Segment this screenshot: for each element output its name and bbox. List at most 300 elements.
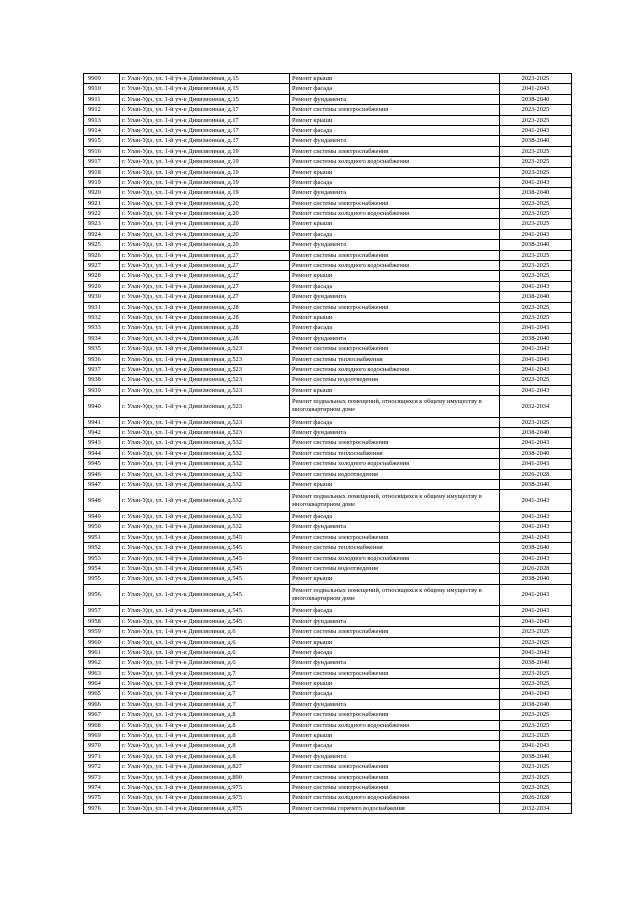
- cell-row-number: 9945: [84, 459, 120, 469]
- cell-period: 2023-2025: [500, 74, 572, 84]
- cell-work-type: Ремонт фундамента: [290, 240, 500, 250]
- cell-period: 2023-2025: [500, 627, 572, 637]
- cell-row-number: 9949: [84, 512, 120, 522]
- table-row: [84, 751, 572, 761]
- cell-period: 2041-2043: [500, 229, 572, 239]
- cell-period: 2041-2043: [500, 490, 572, 512]
- cell-work-type: Ремонт системы теплоснабжения: [290, 448, 500, 458]
- cell-period: 2023-2025: [500, 250, 572, 260]
- cell-period: 2032-2034: [500, 396, 572, 418]
- cell-work-type: Ремонт фундамента: [290, 136, 500, 146]
- table-row: [84, 354, 572, 364]
- cell-work-type: Ремонт фасада: [290, 84, 500, 94]
- cell-work-type: Ремонт фундамента: [290, 94, 500, 104]
- cell-address: г. Улан-Удэ, ул. 1-й уч-к Дивизионная, д.8: [120, 741, 290, 751]
- cell-work-type: Ремонт крыши: [290, 312, 500, 322]
- cell-row-number: 9913: [84, 115, 120, 125]
- cell-period: 2041-2043: [500, 512, 572, 522]
- cell-row-number: 9942: [84, 428, 120, 438]
- cell-row-number: 9964: [84, 679, 120, 689]
- cell-row-number: 9948: [84, 490, 120, 512]
- cell-row-number: 9918: [84, 167, 120, 177]
- table-row: [84, 292, 572, 302]
- cell-work-type: Ремонт фасада: [290, 323, 500, 333]
- cell-row-number: 9946: [84, 469, 120, 479]
- cell-row-number: 9928: [84, 271, 120, 281]
- cell-row-number: 9957: [84, 606, 120, 616]
- table-row: [84, 84, 572, 94]
- cell-work-type: Ремонт системы водоотведения: [290, 469, 500, 479]
- cell-work-type: Ремонт системы холодного водоснабжения: [290, 553, 500, 563]
- table-row: [84, 229, 572, 239]
- cell-work-type: Ремонт системы электроснабжения: [290, 438, 500, 448]
- cell-period: 2023-2025: [500, 668, 572, 678]
- cell-period: 2023-2025: [500, 198, 572, 208]
- cell-work-type: Ремонт системы электроснабжения: [290, 198, 500, 208]
- cell-address: г. Улан-Удэ, ул. 1-й уч-к Дивизионная, д.532: [120, 522, 290, 532]
- table-row: [84, 793, 572, 803]
- cell-row-number: 9929: [84, 281, 120, 291]
- cell-row-number: 9932: [84, 312, 120, 322]
- table-row: [84, 136, 572, 146]
- cell-work-type: Ремонт фасада: [290, 689, 500, 699]
- table-row: [84, 198, 572, 208]
- cell-address: г. Улан-Удэ, ул. 1-й уч-к Дивизионная, д.7: [120, 668, 290, 678]
- cell-work-type: Ремонт системы электроснабжения: [290, 783, 500, 793]
- cell-work-type: Ремонт системы электроснабжения: [290, 146, 500, 156]
- cell-row-number: 9936: [84, 354, 120, 364]
- cell-address: г. Улан-Удэ, ул. 1-й уч-к Дивизионная, д.28: [120, 333, 290, 343]
- table-row: [84, 584, 572, 606]
- table-row: [84, 543, 572, 553]
- cell-work-type: Ремонт крыши: [290, 574, 500, 584]
- cell-address: г. Улан-Удэ, ул. 1-й уч-к Дивизионная, д.890: [120, 772, 290, 782]
- cell-period: 2041-2043: [500, 741, 572, 751]
- cell-period: 2026-2028: [500, 469, 572, 479]
- cell-work-type: Ремонт системы холодного водоснабжения: [290, 459, 500, 469]
- cell-period: 2023-2025: [500, 772, 572, 782]
- cell-period: 2038-2040: [500, 448, 572, 458]
- cell-address: г. Улан-Удэ, ул. 1-й уч-к Дивизионная, д.17: [120, 105, 290, 115]
- table-row: [84, 710, 572, 720]
- cell-period: 2038-2040: [500, 699, 572, 709]
- cell-work-type: Ремонт системы электроснабжения: [290, 627, 500, 637]
- cell-row-number: 9933: [84, 323, 120, 333]
- cell-work-type: Ремонт системы холодного водоснабжения: [290, 720, 500, 730]
- cell-period: 2038-2040: [500, 658, 572, 668]
- table-row: [84, 94, 572, 104]
- cell-address: г. Улан-Удэ, ул. 1-й уч-к Дивизионная, д.20: [120, 198, 290, 208]
- cell-period: 2038-2040: [500, 94, 572, 104]
- table-row: [84, 627, 572, 637]
- cell-row-number: 9915: [84, 136, 120, 146]
- table-row: [84, 469, 572, 479]
- cell-row-number: 9961: [84, 647, 120, 657]
- cell-row-number: 9967: [84, 710, 120, 720]
- cell-work-type: Ремонт системы электроснабжения: [290, 772, 500, 782]
- cell-period: 2023-2025: [500, 720, 572, 730]
- cell-work-type: Ремонт фасада: [290, 417, 500, 427]
- cell-period: 2023-2025: [500, 312, 572, 322]
- cell-work-type: Ремонт фасада: [290, 229, 500, 239]
- cell-work-type: Ремонт фундамента: [290, 658, 500, 668]
- cell-period: 2041-2043: [500, 532, 572, 542]
- table-row: [84, 344, 572, 354]
- cell-work-type: Ремонт фасада: [290, 741, 500, 751]
- cell-address: г. Улан-Удэ, ул. 1-й уч-к Дивизионная, д.523: [120, 385, 290, 395]
- cell-row-number: 9947: [84, 480, 120, 490]
- cell-address: г. Улан-Удэ, ул. 1-й уч-к Дивизионная, д.532: [120, 459, 290, 469]
- table-row: [84, 679, 572, 689]
- cell-period: 2023-2025: [500, 219, 572, 229]
- table-row: [84, 396, 572, 418]
- cell-period: 2032-2034: [500, 803, 572, 813]
- cell-row-number: 9965: [84, 689, 120, 699]
- table-row: [84, 731, 572, 741]
- cell-work-type: Ремонт фундамента: [290, 522, 500, 532]
- table-row: [84, 240, 572, 250]
- table-row: [84, 689, 572, 699]
- cell-work-type: Ремонт системы холодного водоснабжения: [290, 793, 500, 803]
- document-page: [83, 73, 571, 814]
- cell-period: 2023-2025: [500, 762, 572, 772]
- cell-work-type: Ремонт фасада: [290, 606, 500, 616]
- cell-row-number: 9931: [84, 302, 120, 312]
- cell-period: 2041-2043: [500, 584, 572, 606]
- cell-period: 2023-2025: [500, 783, 572, 793]
- cell-address: г. Улан-Удэ, ул. 1-й уч-к Дивизионная, д.545: [120, 574, 290, 584]
- cell-period: 2023-2025: [500, 209, 572, 219]
- table-row: [84, 333, 572, 343]
- cell-row-number: 9970: [84, 741, 120, 751]
- cell-address: г. Улан-Удэ, ул. 1-й уч-к Дивизионная, д.28: [120, 312, 290, 322]
- cell-address: г. Улан-Удэ, ул. 1-й уч-к Дивизионная, д.19: [120, 188, 290, 198]
- cell-address: г. Улан-Удэ, ул. 1-й уч-к Дивизионная, д.532: [120, 512, 290, 522]
- table-row: [84, 490, 572, 512]
- cell-address: г. Улан-Удэ, ул. 1-й уч-к Дивизионная, д.532: [120, 448, 290, 458]
- cell-row-number: 9924: [84, 229, 120, 239]
- cell-work-type: Ремонт подвальных помещений, относящихся к общему имуществу в многоквартирном доме: [290, 396, 500, 418]
- cell-row-number: 9910: [84, 84, 120, 94]
- cell-row-number: 9954: [84, 563, 120, 573]
- cell-row-number: 9955: [84, 574, 120, 584]
- cell-work-type: Ремонт крыши: [290, 271, 500, 281]
- table-row: [84, 668, 572, 678]
- cell-period: 2041-2043: [500, 689, 572, 699]
- cell-work-type: Ремонт фундамента: [290, 616, 500, 626]
- cell-period: 2038-2040: [500, 543, 572, 553]
- cell-address: г. Улан-Удэ, ул. 1-й уч-к Дивизионная, д.15: [120, 94, 290, 104]
- cell-address: г. Улан-Удэ, ул. 1-й уч-к Дивизионная, д.8: [120, 720, 290, 730]
- cell-work-type: Ремонт крыши: [290, 385, 500, 395]
- cell-period: 2041-2043: [500, 323, 572, 333]
- cell-address: г. Улан-Удэ, ул. 1-й уч-к Дивизионная, д.523: [120, 428, 290, 438]
- cell-address: г. Улан-Удэ, ул. 1-й уч-к Дивизионная, д.523: [120, 364, 290, 374]
- cell-row-number: 9914: [84, 125, 120, 135]
- cell-work-type: Ремонт системы холодного водоснабжения: [290, 261, 500, 271]
- table-row: [84, 219, 572, 229]
- cell-address: г. Улан-Удэ, ул. 1-й уч-к Дивизионная, д.6: [120, 627, 290, 637]
- cell-work-type: Ремонт фундамента: [290, 751, 500, 761]
- table-row: [84, 312, 572, 322]
- table-row: [84, 606, 572, 616]
- cell-work-type: Ремонт подвальных помещений, относящихся к общему имуществу в многоквартирном доме: [290, 490, 500, 512]
- table-row: [84, 177, 572, 187]
- cell-address: г. Улан-Удэ, ул. 1-й уч-к Дивизионная, д.7: [120, 679, 290, 689]
- cell-period: 2023-2025: [500, 637, 572, 647]
- cell-row-number: 9917: [84, 157, 120, 167]
- cell-row-number: 9951: [84, 532, 120, 542]
- cell-period: 2026-2028: [500, 563, 572, 573]
- cell-address: г. Улан-Удэ, ул. 1-й уч-к Дивизионная, д.15: [120, 74, 290, 84]
- cell-work-type: Ремонт системы электроснабжения: [290, 762, 500, 772]
- cell-address: г. Улан-Удэ, ул. 1-й уч-к Дивизионная, д.17: [120, 136, 290, 146]
- table-row: [84, 385, 572, 395]
- cell-work-type: Ремонт системы теплоснабжения: [290, 543, 500, 553]
- cell-period: 2023-2025: [500, 157, 572, 167]
- cell-work-type: Ремонт крыши: [290, 731, 500, 741]
- cell-period: 2041-2043: [500, 438, 572, 448]
- cell-work-type: Ремонт системы электроснабжения: [290, 344, 500, 354]
- cell-address: г. Улан-Удэ, ул. 1-й уч-к Дивизионная, д.15: [120, 84, 290, 94]
- table-row: [84, 167, 572, 177]
- cell-period: 2023-2025: [500, 146, 572, 156]
- cell-address: г. Улан-Удэ, ул. 1-й уч-к Дивизионная, д.545: [120, 553, 290, 563]
- cell-work-type: Ремонт системы водоотведения: [290, 375, 500, 385]
- cell-period: 2041-2043: [500, 647, 572, 657]
- cell-work-type: Ремонт системы холодного водоснабжения: [290, 364, 500, 374]
- cell-work-type: Ремонт системы теплоснабжения: [290, 354, 500, 364]
- cell-address: г. Улан-Удэ, ул. 1-й уч-к Дивизионная, д.20: [120, 229, 290, 239]
- cell-period: 2041-2043: [500, 522, 572, 532]
- cell-address: г. Улан-Удэ, ул. 1-й уч-к Дивизионная, д.17: [120, 115, 290, 125]
- cell-period: 2023-2025: [500, 261, 572, 271]
- table-row: [84, 105, 572, 115]
- cell-address: г. Улан-Удэ, ул. 1-й уч-к Дивизионная, д.532: [120, 490, 290, 512]
- cell-row-number: 9916: [84, 146, 120, 156]
- cell-address: г. Улан-Удэ, ул. 1-й уч-к Дивизионная, д.532: [120, 438, 290, 448]
- table-row: [84, 74, 572, 84]
- table-row: [84, 428, 572, 438]
- cell-address: г. Улан-Удэ, ул. 1-й уч-к Дивизионная, д.27: [120, 250, 290, 260]
- cell-row-number: 9944: [84, 448, 120, 458]
- cell-address: г. Улан-Удэ, ул. 1-й уч-к Дивизионная, д.19: [120, 146, 290, 156]
- cell-work-type: Ремонт системы электроснабжения: [290, 105, 500, 115]
- cell-row-number: 9923: [84, 219, 120, 229]
- cell-row-number: 9968: [84, 720, 120, 730]
- cell-address: г. Улан-Удэ, ул. 1-й уч-к Дивизионная, д.27: [120, 281, 290, 291]
- cell-address: г. Улан-Удэ, ул. 1-й уч-к Дивизионная, д.523: [120, 354, 290, 364]
- cell-row-number: 9969: [84, 731, 120, 741]
- cell-period: 2038-2040: [500, 240, 572, 250]
- table-row: [84, 574, 572, 584]
- table-row: [84, 188, 572, 198]
- cell-row-number: 9973: [84, 772, 120, 782]
- cell-period: 2038-2040: [500, 333, 572, 343]
- cell-address: г. Улан-Удэ, ул. 1-й уч-к Дивизионная, д.532: [120, 480, 290, 490]
- table-row: [84, 803, 572, 813]
- cell-period: 2041-2043: [500, 354, 572, 364]
- cell-row-number: 9922: [84, 209, 120, 219]
- table-row: [84, 323, 572, 333]
- cell-address: г. Улан-Удэ, ул. 1-й уч-к Дивизионная, д.19: [120, 157, 290, 167]
- table-row: [84, 532, 572, 542]
- table-row: [84, 261, 572, 271]
- cell-row-number: 9956: [84, 584, 120, 606]
- cell-work-type: Ремонт фасада: [290, 125, 500, 135]
- table-row: [84, 741, 572, 751]
- cell-work-type: Ремонт фасада: [290, 177, 500, 187]
- cell-period: 2038-2040: [500, 292, 572, 302]
- cell-work-type: Ремонт системы электроснабжения: [290, 532, 500, 542]
- cell-period: 2041-2043: [500, 344, 572, 354]
- cell-period: 2038-2040: [500, 188, 572, 198]
- table-row: [84, 250, 572, 260]
- cell-row-number: 9943: [84, 438, 120, 448]
- cell-work-type: Ремонт системы электроснабжения: [290, 710, 500, 720]
- cell-row-number: 9927: [84, 261, 120, 271]
- cell-row-number: 9963: [84, 668, 120, 678]
- cell-row-number: 9925: [84, 240, 120, 250]
- table-row: [84, 364, 572, 374]
- cell-row-number: 9909: [84, 74, 120, 84]
- cell-work-type: Ремонт крыши: [290, 167, 500, 177]
- cell-period: 2041-2043: [500, 459, 572, 469]
- cell-address: г. Улан-Удэ, ул. 1-й уч-к Дивизионная, д.20: [120, 240, 290, 250]
- table-row: [84, 553, 572, 563]
- cell-work-type: Ремонт системы холодного водоснабжения: [290, 157, 500, 167]
- cell-row-number: 9974: [84, 783, 120, 793]
- cell-period: 2023-2025: [500, 105, 572, 115]
- cell-row-number: 9953: [84, 553, 120, 563]
- cell-row-number: 9911: [84, 94, 120, 104]
- cell-work-type: Ремонт крыши: [290, 219, 500, 229]
- cell-row-number: 9959: [84, 627, 120, 637]
- table-row: [84, 448, 572, 458]
- cell-work-type: Ремонт фундамента: [290, 699, 500, 709]
- cell-work-type: Ремонт системы горячего водоснабжения: [290, 803, 500, 813]
- cell-work-type: Ремонт фундамента: [290, 188, 500, 198]
- cell-row-number: 9919: [84, 177, 120, 187]
- table-row: [84, 658, 572, 668]
- cell-period: 2041-2043: [500, 606, 572, 616]
- cell-row-number: 9921: [84, 198, 120, 208]
- cell-address: г. Улан-Удэ, ул. 1-й уч-к Дивизионная, д.28: [120, 323, 290, 333]
- table-row: [84, 616, 572, 626]
- cell-row-number: 9930: [84, 292, 120, 302]
- cell-row-number: 9966: [84, 699, 120, 709]
- table-row: [84, 125, 572, 135]
- cell-address: г. Улан-Удэ, ул. 1-й уч-к Дивизионная, д.545: [120, 616, 290, 626]
- table-row: [84, 647, 572, 657]
- cell-work-type: Ремонт подвальных помещений, относящихся к общему имуществу в многоквартирном доме: [290, 584, 500, 606]
- cell-work-type: Ремонт фундамента: [290, 333, 500, 343]
- cell-row-number: 9940: [84, 396, 120, 418]
- cell-address: г. Улан-Удэ, ул. 1-й уч-к Дивизионная, д.523: [120, 396, 290, 418]
- table-row: [84, 762, 572, 772]
- cell-work-type: Ремонт фундамента: [290, 292, 500, 302]
- table-row: [84, 417, 572, 427]
- cell-row-number: 9941: [84, 417, 120, 427]
- cell-period: 2038-2040: [500, 480, 572, 490]
- repair-schedule-table: [83, 73, 572, 814]
- cell-address: г. Улан-Удэ, ул. 1-й уч-к Дивизионная, д.545: [120, 532, 290, 542]
- cell-address: г. Улан-Удэ, ул. 1-й уч-к Дивизионная, д.6: [120, 647, 290, 657]
- table-row: [84, 115, 572, 125]
- table-row: [84, 459, 572, 469]
- cell-period: 2041-2043: [500, 125, 572, 135]
- cell-period: 2041-2043: [500, 385, 572, 395]
- cell-period: 2038-2040: [500, 428, 572, 438]
- table-row: [84, 480, 572, 490]
- cell-address: г. Улан-Удэ, ул. 1-й уч-к Дивизионная, д.7: [120, 699, 290, 709]
- cell-address: г. Улан-Удэ, ул. 1-й уч-к Дивизионная, д.545: [120, 606, 290, 616]
- cell-work-type: Ремонт фасада: [290, 281, 500, 291]
- table-row: [84, 375, 572, 385]
- cell-address: г. Улан-Удэ, ул. 1-й уч-к Дивизионная, д.20: [120, 219, 290, 229]
- table-row: [84, 209, 572, 219]
- table-row: [84, 512, 572, 522]
- cell-period: 2041-2043: [500, 553, 572, 563]
- cell-period: 2023-2025: [500, 731, 572, 741]
- cell-work-type: Ремонт системы электроснабжения: [290, 250, 500, 260]
- cell-period: 2041-2043: [500, 281, 572, 291]
- cell-work-type: Ремонт системы холодного водоснабжения: [290, 209, 500, 219]
- cell-work-type: Ремонт системы водоотведения: [290, 563, 500, 573]
- cell-address: г. Улан-Удэ, ул. 1-й уч-к Дивизионная, д.523: [120, 417, 290, 427]
- table-row: [84, 637, 572, 647]
- cell-address: г. Улан-Удэ, ул. 1-й уч-к Дивизионная, д.532: [120, 469, 290, 479]
- cell-address: г. Улан-Удэ, ул. 1-й уч-к Дивизионная, д.545: [120, 584, 290, 606]
- table-row: [84, 157, 572, 167]
- cell-period: 2023-2025: [500, 710, 572, 720]
- cell-address: г. Улан-Удэ, ул. 1-й уч-к Дивизионная, д.545: [120, 543, 290, 553]
- cell-row-number: 9939: [84, 385, 120, 395]
- cell-period: 2038-2040: [500, 136, 572, 146]
- cell-work-type: Ремонт системы электроснабжения: [290, 668, 500, 678]
- cell-address: г. Улан-Удэ, ул. 1-й уч-к Дивизионная, д.523: [120, 375, 290, 385]
- table-row: [84, 438, 572, 448]
- cell-row-number: 9926: [84, 250, 120, 260]
- cell-work-type: Ремонт крыши: [290, 480, 500, 490]
- cell-row-number: 9971: [84, 751, 120, 761]
- cell-address: г. Улан-Удэ, ул. 1-й уч-к Дивизионная, д.8: [120, 731, 290, 741]
- cell-work-type: Ремонт крыши: [290, 74, 500, 84]
- cell-address: г. Улан-Удэ, ул. 1-й уч-к Дивизионная, д.28: [120, 302, 290, 312]
- cell-address: г. Улан-Удэ, ул. 1-й уч-к Дивизионная, д.8: [120, 751, 290, 761]
- cell-address: г. Улан-Удэ, ул. 1-й уч-к Дивизионная, д.27: [120, 261, 290, 271]
- table-row: [84, 271, 572, 281]
- table-row: [84, 720, 572, 730]
- cell-address: г. Улан-Удэ, ул. 1-й уч-к Дивизионная, д.975: [120, 793, 290, 803]
- cell-row-number: 9952: [84, 543, 120, 553]
- cell-period: 2041-2043: [500, 177, 572, 187]
- cell-period: 2038-2040: [500, 574, 572, 584]
- cell-address: г. Улан-Удэ, ул. 1-й уч-к Дивизионная, д.27: [120, 271, 290, 281]
- cell-row-number: 9937: [84, 364, 120, 374]
- cell-period: 2041-2043: [500, 84, 572, 94]
- cell-work-type: Ремонт фундамента: [290, 428, 500, 438]
- cell-period: 2041-2043: [500, 364, 572, 374]
- cell-work-type: Ремонт фасада: [290, 647, 500, 657]
- cell-row-number: 9972: [84, 762, 120, 772]
- table-row: [84, 563, 572, 573]
- cell-address: г. Улан-Удэ, ул. 1-й уч-к Дивизионная, д.6: [120, 658, 290, 668]
- cell-period: 2023-2025: [500, 679, 572, 689]
- cell-period: 2041-2043: [500, 616, 572, 626]
- cell-row-number: 9935: [84, 344, 120, 354]
- cell-address: г. Улан-Удэ, ул. 1-й уч-к Дивизионная, д.975: [120, 783, 290, 793]
